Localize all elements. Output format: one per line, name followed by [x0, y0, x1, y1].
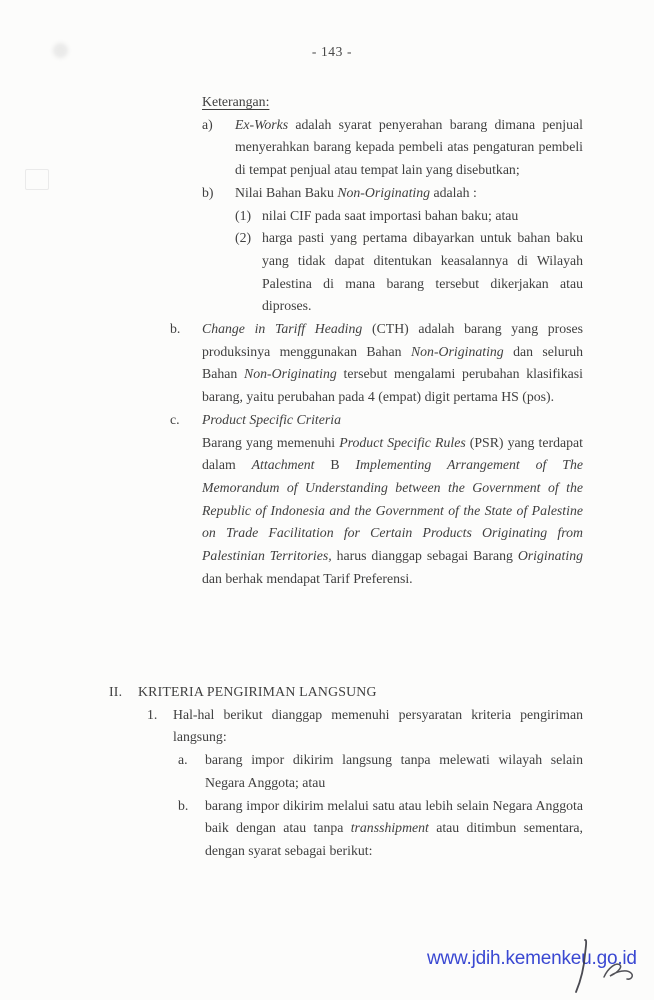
- keterangan-block: [202, 91, 583, 318]
- keterangan-section: [109, 91, 583, 590]
- list-item: [202, 182, 583, 318]
- list-marker: b.: [178, 797, 189, 813]
- list-item: [170, 318, 583, 409]
- list-marker: (2): [235, 230, 252, 246]
- list-subitem: [235, 205, 583, 228]
- section-marker: II.: [109, 684, 123, 699]
- list-marker: c.: [170, 411, 180, 427]
- list-marker: (1): [235, 207, 252, 223]
- list-item: [202, 114, 583, 182]
- section-title: KRITERIA PENGIRIMAN LANGSUNG: [138, 684, 377, 699]
- list-marker: b): [202, 184, 214, 200]
- signature-squiggle-icon: [604, 964, 632, 979]
- list-subitem: [178, 749, 583, 794]
- page-number: - 143 -: [311, 44, 353, 59]
- list-marker: a): [202, 116, 213, 132]
- list-item-text: barang impor dikirim langsung tanpa melewati wilayah selain Negara Anggota; atau: [205, 752, 583, 790]
- list-marker: a.: [178, 752, 188, 768]
- pen-marks: [555, 930, 654, 1000]
- keterangan-heading: Keterangan:: [202, 94, 270, 109]
- list-item: [170, 409, 583, 591]
- section-heading: [109, 681, 583, 704]
- list-item: [147, 704, 583, 863]
- list-item-text: harga pasti yang pertama dibayarkan untuk bahan baku yang tidak dapat ditentukan keasalannya di Wilayah Palestina di mana barang tersebut dikerjakan atau diproses.: [262, 230, 583, 314]
- list-subitem: [178, 795, 583, 863]
- list-item-text: nilai CIF pada saat importasi bahan baku; atau: [262, 207, 519, 223]
- jdih-watermark: www.jdih.kemenkeu.go.id: [427, 948, 637, 969]
- list-item-text: Hal-hal berikut dianggap memenuhi persyaratan kriteria pengiriman langsung:: [173, 706, 583, 745]
- list-subitem: [235, 227, 583, 318]
- pen-stroke-mark: [576, 940, 586, 992]
- list-marker: 1.: [147, 706, 158, 722]
- list-item-title: Product Specific Criteria: [202, 411, 341, 427]
- list-item-text: barang impor dikirim melalui satu atau lebih selain Negara Anggota baik dengan atau tanpa transshipment atau ditimbun sementara, dengan syarat sebagai berikut:: [205, 797, 583, 858]
- scan-smudge: [25, 169, 49, 190]
- list-item-text: Change in Tariff Heading (CTH) adalah barang yang proses produksinya menggunakan Bahan Non-Originating dan seluruh Bahan Non-Originating tersebut mengalami perubahan klasifikasi barang, yaitu perubahan pada 4 (empat) digit pertama HS (pos).: [202, 321, 584, 405]
- list-item-text: Barang yang memenuhi Product Specific Rules (PSR) yang terdapat dalam Attachment B Implementing Arrangement of The Memorandum of Understanding between the Government of the Republic of Indonesia and the Government of the State of Palestine on Trade Facilitation for Certain Products Originating from Palestinian Territories, harus dianggap sebagai Barang Originating dan berhak mendapat Tarif Preferensi.: [202, 434, 583, 586]
- list-item-text: Nilai Bahan Baku Non-Originating adalah :: [235, 184, 477, 200]
- list-item-text: Ex-Works adalah syarat penyerahan barang dimana penjual menyerahkan barang kepada pembeli atas pengaturan pembeli di tempat penjual atau tempat lain yang disebutkan;: [235, 116, 583, 178]
- section-ii: [109, 681, 583, 863]
- list-marker: b.: [170, 321, 181, 337]
